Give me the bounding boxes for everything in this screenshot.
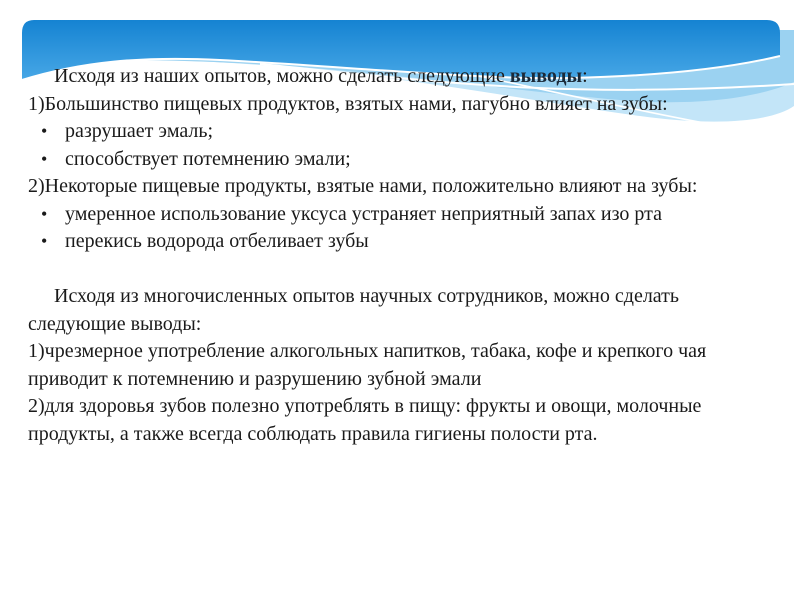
ours-point2-bullet-2 — [28, 228, 752, 256]
bullet-icon: • — [41, 203, 48, 224]
bullet-text: разрушает эмаль; — [65, 120, 214, 142]
bullet-icon: • — [41, 148, 48, 169]
scientists-point-2: 2)для здоровья зубов полезно употреблять в пищу: фрукты и овощи, молочные продукты, а также всегда соблюдать правила гигиены полости рта. — [28, 395, 702, 445]
slide-text-block — [28, 63, 752, 448]
ours-point1-bullet-1 — [28, 118, 752, 146]
scientists-point-1: 1)чрезмерное употребление алкогольных напитков, табака, кофе и крепкого чая приводит к потемнению и разрушению зубной эмали — [28, 340, 707, 390]
bullet-icon: • — [41, 121, 48, 141]
bullet-text: перекись водорода отбеливает зубы — [65, 230, 369, 252]
ours-point-2: 2)Некоторые пищевые продукты, взятые нами, положительно влияют на зубы: — [28, 175, 698, 197]
ours-intro-line — [28, 63, 752, 91]
scientists-intro-line: Исходя из многочисленных опытов научных сотрудников, можно сделать следующие выводы: — [28, 285, 680, 335]
bullet-text: способствует потемнению эмали; — [65, 147, 351, 170]
bullet-text: умеренное использование уксуса устраняет неприятный запах изо рта — [65, 202, 662, 225]
ours-point2-bullet-1 — [28, 201, 752, 229]
ours-intro-text: Исходя из наших опытов, можно сделать следующие — [54, 65, 510, 87]
ours-point1-bullet-2 — [28, 146, 752, 174]
ours-point-1: 1)Большинство пищевых продуктов, взятых нами, пагубно влияет на зубы: — [28, 92, 668, 115]
bullet-icon: • — [41, 231, 48, 251]
ours-intro-colon: : — [582, 65, 588, 87]
ours-intro-bold-word: выводы — [509, 65, 583, 87]
